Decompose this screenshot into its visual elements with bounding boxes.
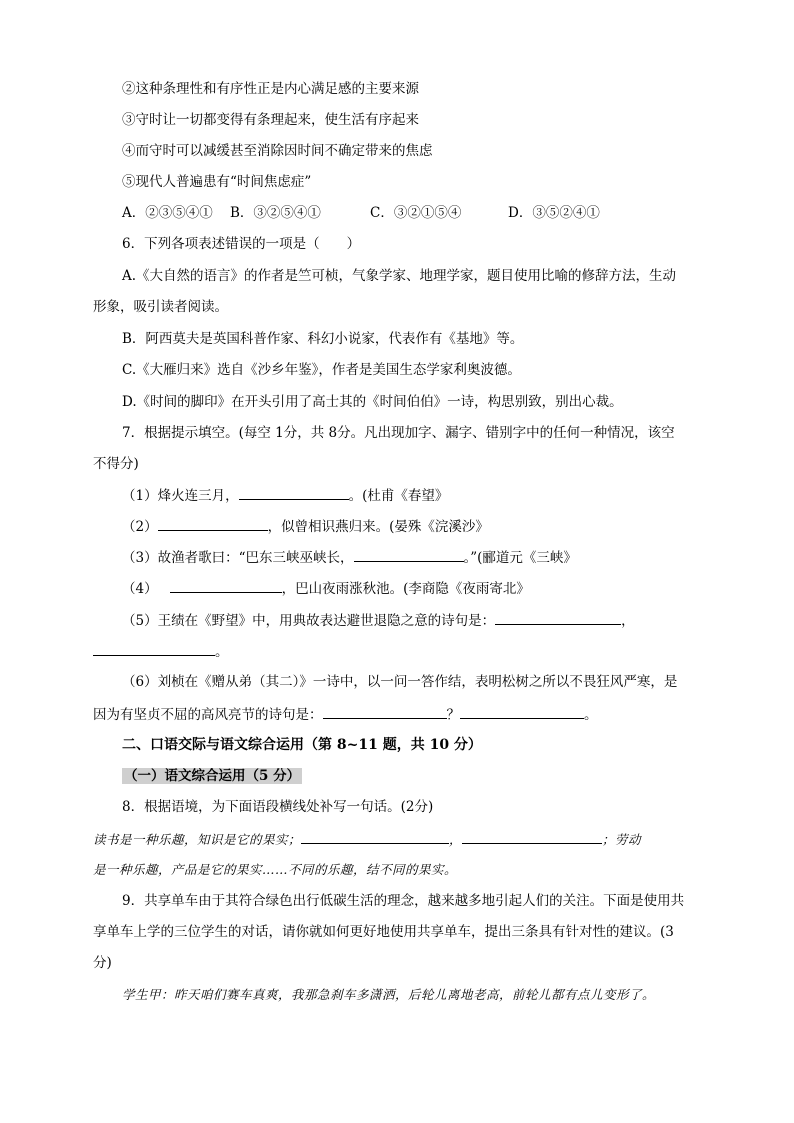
q7-item-5 bbox=[122, 611, 635, 630]
option-a: A．②③⑤④① bbox=[122, 205, 213, 221]
q7-item-4 bbox=[122, 579, 530, 598]
question-mark: ？ bbox=[446, 707, 460, 723]
section-2-title: 二、口语交际与语文综合运用（第 8~11 题，共 10 分） bbox=[122, 737, 482, 753]
q8-passage-text-end: ；劳动 bbox=[602, 832, 642, 847]
q6-option-b: B．阿西莫夫是英国科普作家、科幻小说家，代表作有《基地》等。 bbox=[122, 331, 524, 347]
answer-blank[interactable] bbox=[462, 830, 602, 844]
answer-blank[interactable] bbox=[495, 611, 621, 625]
answer-blank[interactable] bbox=[170, 579, 282, 593]
q6-option-d: D.《时间的脚印》在开头引用了高士其的《时间伯伯》一诗，构思别致，别出心裁。 bbox=[122, 394, 623, 410]
answer-blank[interactable] bbox=[460, 705, 584, 719]
q9-stem-line3: 分) bbox=[93, 955, 112, 971]
answer-blank[interactable] bbox=[301, 830, 449, 844]
answer-blank[interactable] bbox=[323, 705, 447, 719]
q9-stem-line2: 享单车上学的三位学生的对话，请你就如何更好地使用共享单车，提出三条具有针对性的建议。(3 bbox=[93, 924, 674, 940]
q8-passage-text: 读书是一种乐趣，知识是它的果实； bbox=[93, 832, 302, 847]
period: 。 bbox=[215, 644, 229, 660]
q7-item-3 bbox=[122, 548, 577, 567]
q7-item-2-prompt: （2） bbox=[122, 519, 158, 535]
answer-blank[interactable] bbox=[93, 642, 215, 656]
q7-item-2 bbox=[122, 517, 489, 536]
q7-item-3-prompt: （3）故渔者歌曰：“巴东三峡巫峡长， bbox=[122, 550, 354, 566]
answer-blank[interactable] bbox=[239, 486, 349, 500]
q7-item-1 bbox=[122, 486, 448, 505]
q6-stem: 6．下列各项表述错误的一项是（ ） bbox=[122, 236, 361, 252]
q7-item-6-prompt: 因为有坚贞不屈的高风亮节的诗句是： bbox=[93, 707, 323, 723]
q7-item-2-source: ，似曾相识燕归来。(晏殊《浣溪沙》 bbox=[267, 519, 489, 535]
q7-item-3-source: 。”(郦道元《三峡》 bbox=[463, 550, 577, 566]
q7-item-5-prompt: （5）王绩在《野望》中，用典故表达避世退隐之意的诗句是： bbox=[122, 613, 496, 629]
q9-dialogue-student-a: 学生甲：昨天咱们赛车真爽，我那急刹车多潇洒，后轮儿离地老高，前轮儿都有点儿变形了。 bbox=[122, 987, 656, 1002]
comma: ， bbox=[621, 613, 635, 629]
q9-stem-line1: 9．共享单车由于其符合绿色出行低碳生活的理念，越来越多地引起人们的关注。下面是使用共 bbox=[122, 893, 685, 909]
q7-item-1-prompt: （1）烽火连三月， bbox=[122, 488, 239, 504]
q6-option-a-line2: 形象，吸引读者阅读。 bbox=[93, 299, 228, 315]
q7-stem-line2: 不得分) bbox=[93, 456, 139, 472]
q8-passage-line2: 是一种乐趣，产品是它的果实……不同的乐趣，结不同的果实。 bbox=[93, 862, 458, 877]
sentence-item-5: ⑤现代人普遍患有“时间焦虑症” bbox=[122, 174, 312, 190]
sentence-item-4: ④而守时可以减缓甚至消除因时间不确定带来的焦虑 bbox=[122, 143, 433, 159]
q8-stem: 8．根据语境，为下面语段横线处补写一句话。(2分) bbox=[122, 799, 434, 815]
q7-item-6-line2 bbox=[93, 705, 598, 724]
subsection-label: （一）语文综合运用（5 分） bbox=[124, 768, 301, 784]
q5-options bbox=[122, 204, 642, 222]
answer-blank[interactable] bbox=[354, 548, 464, 562]
sentence-item-2: ②这种条理性和有序性正是内心满足感的主要来源 bbox=[122, 81, 419, 97]
comma: ， bbox=[449, 832, 463, 847]
q7-item-6-line1: （6）刘桢在《赠从弟（其二）》一诗中，以一问一答作结，表明松树之所以不畏狂风严寒，是 bbox=[122, 674, 678, 690]
q7-item-4-source: ，巴山夜雨涨秋池。(李商隐《夜雨寄北》 bbox=[281, 581, 530, 597]
option-b: B．③②⑤④① bbox=[230, 205, 321, 221]
q7-item-4-prompt: （4） bbox=[122, 581, 158, 597]
q7-stem-line1: 7．根据提示填空。(每空 1分，共 8分。凡出现加字、漏字、错别字中的任何一种情况，该空 bbox=[122, 425, 675, 441]
q7-item-1-source: 。(杜甫《春望》 bbox=[348, 488, 449, 504]
period: 。 bbox=[584, 707, 598, 723]
q7-item-5-cont bbox=[93, 642, 229, 661]
q6-option-a-line1: A.《大自然的语言》的作者是竺可桢，气象学家、地理学家，题目使用比喻的修辞方法，生动 bbox=[122, 268, 677, 284]
q8-passage-line1 bbox=[93, 830, 641, 849]
q6-option-c: C.《大雁归来》选自《沙乡年鉴》，作者是美国生态学家利奥波德。 bbox=[122, 362, 521, 378]
option-d: D．③⑤②④① bbox=[508, 205, 600, 221]
option-c: C．③②①⑤④ bbox=[370, 205, 462, 221]
answer-blank[interactable] bbox=[158, 517, 268, 531]
subsection-title bbox=[122, 767, 302, 785]
sentence-item-3: ③守时让一切都变得有条理起来，使生活有序起来 bbox=[122, 112, 419, 128]
